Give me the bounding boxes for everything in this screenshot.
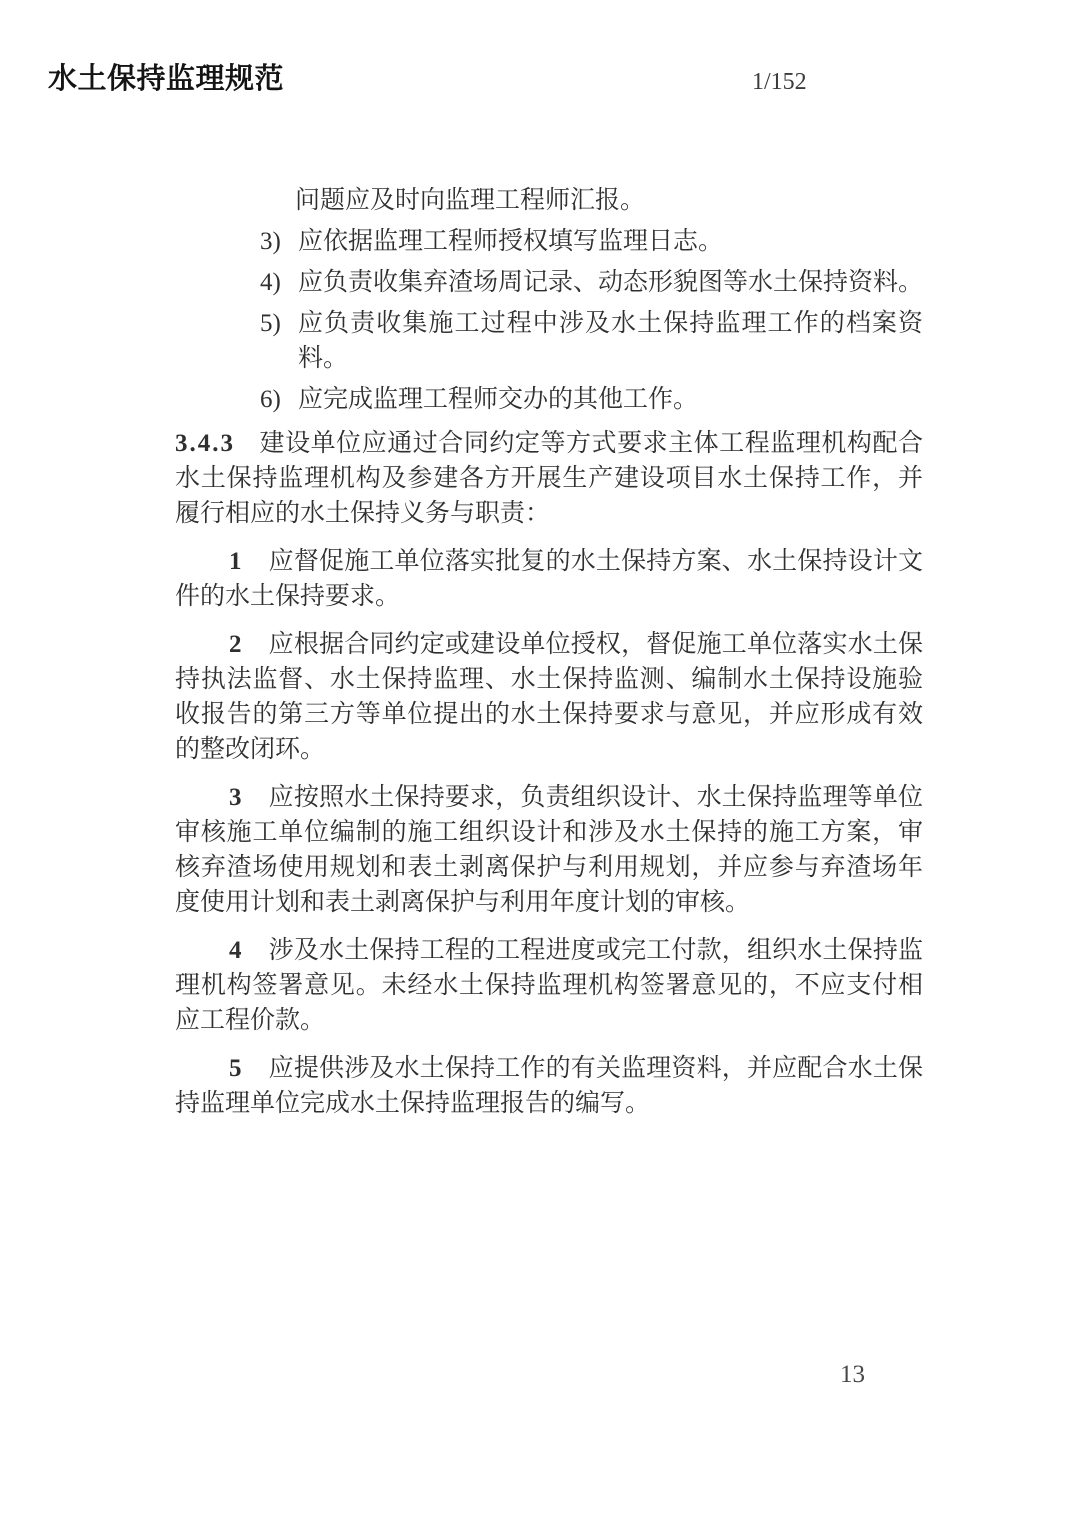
paragraph-text: 涉及水土保持工程的工程进度或完工付款，组织水土保持监理机构签署意见。未经水土保持监理机构签署意见的，不应支付相应工程价款。: [175, 937, 923, 1034]
numbered-paragraph: [175, 627, 923, 767]
list-item: [175, 382, 923, 417]
list-item-text: 应依据监理工程师授权填写监理日志。: [298, 228, 724, 255]
paragraph-number: 2: [229, 631, 242, 658]
list-item-text: 应负责收集施工过程中涉及水土保持监理工作的档案资料。: [298, 310, 923, 372]
numbered-paragraph: [175, 544, 923, 614]
list-item-text: 应完成监理工程师交办的其他工作。: [298, 386, 699, 413]
section-clause-text: 建设单位应通过合同约定等方式要求主体工程监理机构配合水土保持监理机构及参建各方开展生产建设项目水土保持工作，并履行相应的水土保持义务与职责：: [175, 430, 923, 527]
numbered-paragraph: [175, 780, 923, 920]
list-item: [175, 265, 923, 300]
list-item: [175, 224, 923, 259]
paragraph-text: 应督促施工单位落实批复的水土保持方案、水土保持设计文件的水土保持要求。: [175, 548, 923, 610]
paragraph-number: 1: [229, 548, 242, 575]
numbered-paragraph: [175, 933, 923, 1038]
section-clause: [175, 426, 923, 531]
list-item-continuation-line: 问题应及时向监理工程师汇报。: [295, 187, 646, 214]
paragraph-text: 应按照水土保持要求，负责组织设计、水土保持监理等单位审核施工单位编制的施工组织设计和涉及水土保持的施工方案，审核弃渣场使用规划和表土剥离保护与利用规划，并应参与弃渣场年度使用计划和表土剥离保护与利用年度计划的审核。: [175, 784, 923, 916]
paragraph-number: 3: [229, 784, 242, 811]
page-number: 13: [840, 1361, 865, 1388]
page-progress-indicator: 1/152: [752, 69, 807, 95]
list-item: [175, 306, 923, 376]
paragraph-number: 4: [229, 937, 242, 964]
document-title: 水土保持监理规范: [48, 63, 285, 95]
paragraph-text: 应根据合同约定或建设单位授权，督促施工单位落实水土保持执法监督、水土保持监理、水土保持监测、编制水土保持设施验收报告的第三方等单位提出的水土保持要求与意见，并应形成有效的整改闭环。: [175, 631, 923, 763]
list-item-text: 应负责收集弃渣场周记录、动态形貌图等水土保持资料。: [298, 269, 924, 296]
paragraph-text: 应提供涉及水土保持工作的有关监理资料，并应配合水土保持监理单位完成水土保持监理报告的编写。: [175, 1055, 923, 1117]
list-item-number: 4): [260, 269, 281, 296]
list-item-number: 5): [260, 310, 281, 337]
list-item-number: 6): [260, 386, 281, 413]
section-clause-number: 3.4.3: [175, 430, 235, 457]
list-item-number: 3): [260, 228, 281, 255]
paragraph-number: 5: [229, 1055, 242, 1082]
numbered-paragraph: [175, 1051, 923, 1121]
document-body: [175, 183, 923, 1121]
